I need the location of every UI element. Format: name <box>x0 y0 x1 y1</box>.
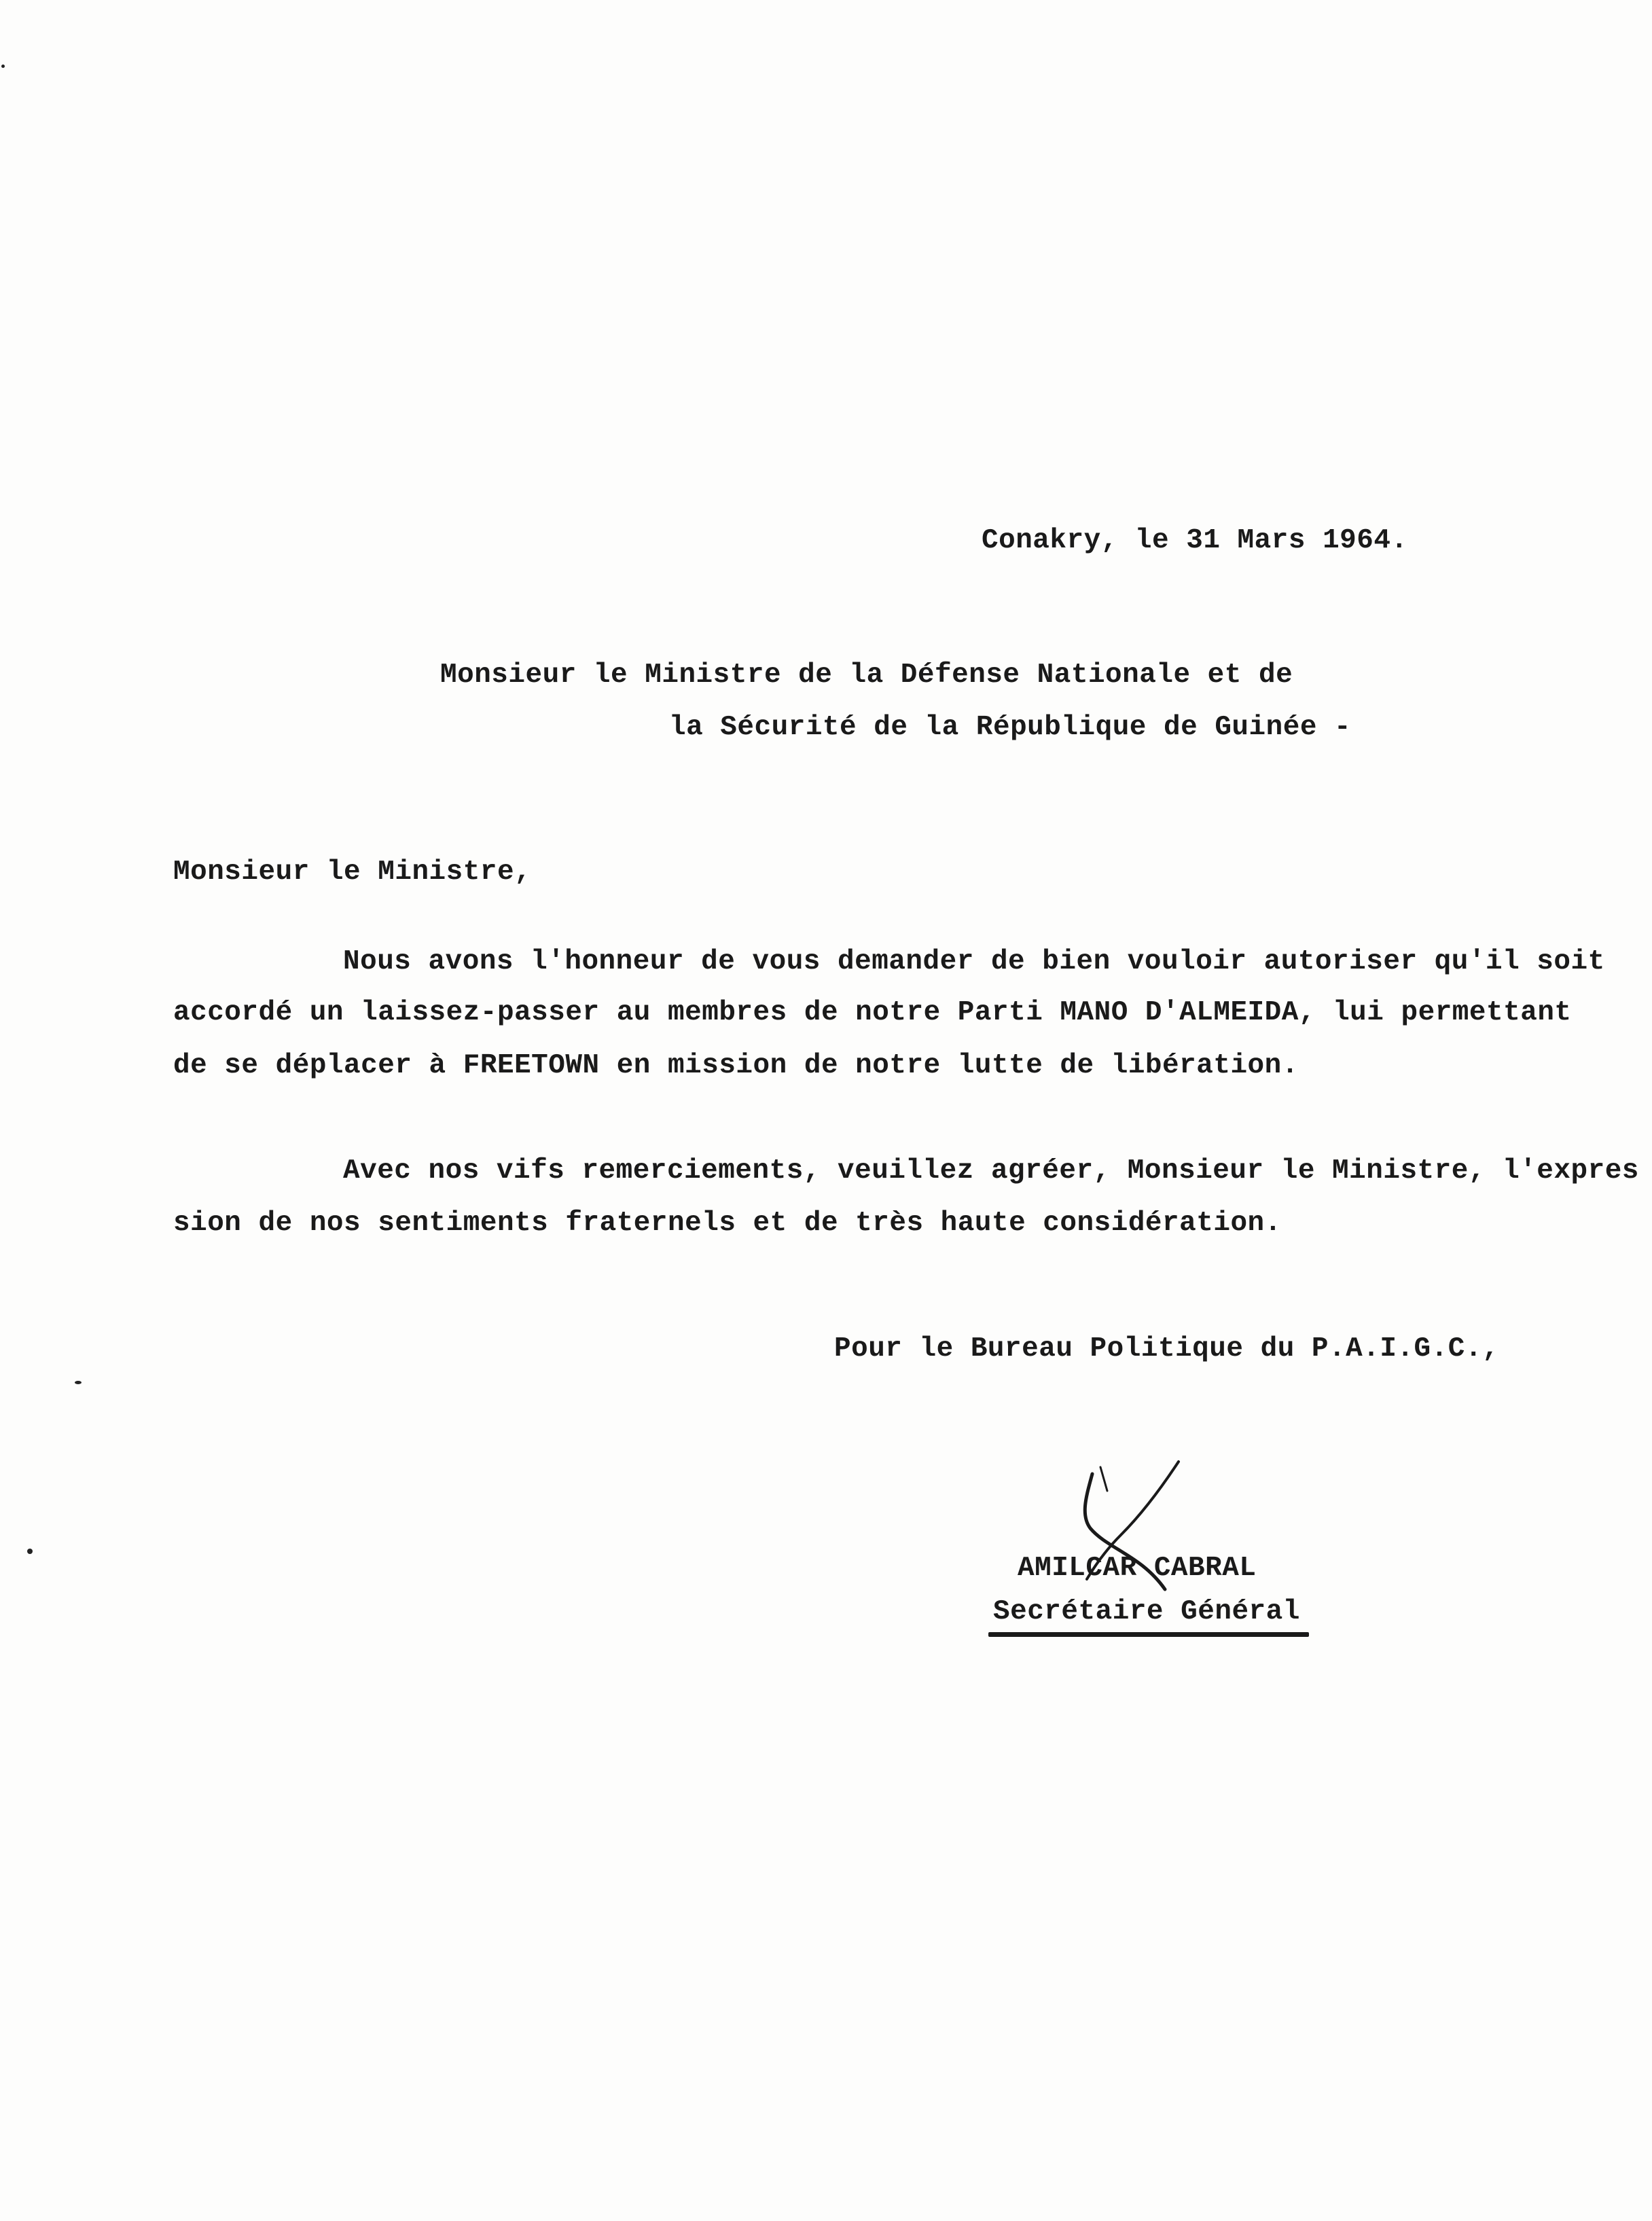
signatory-name: AMILCAR CABRAL <box>1018 1553 1257 1584</box>
ink-speck <box>75 1381 82 1384</box>
date-line: Conakry, le 31 Mars 1964. <box>982 525 1408 556</box>
paragraph-2-line-2: sion de nos sentiments fraternels et de très haute considération. <box>173 1208 1282 1239</box>
addressee-line-2: la Sécurité de la République de Guinée - <box>669 712 1352 743</box>
handwritten-signature <box>1060 1453 1196 1617</box>
closing-line: Pour le Bureau Politique du P.A.I.G.C., <box>834 1333 1500 1365</box>
signatory-title: Secrétaire Général <box>993 1596 1300 1627</box>
paragraph-1-line-2: accordé un laissez-passer au membres de notre Parti MANO D'ALMEIDA, lui permettant <box>173 997 1572 1028</box>
paragraph-1-line-1: Nous avons l'honneur de vous demander de bien vouloir autoriser qu'il soit <box>343 946 1605 977</box>
paragraph-1-line-3: de se déplacer à FREETOWN en mission de notre lutte de libération. <box>173 1050 1299 1081</box>
paragraph-2-line-1: Avec nos vifs remerciements, veuillez agréer, Monsieur le Ministre, l'expres <box>343 1155 1639 1187</box>
ink-speck <box>1 65 5 68</box>
salutation: Monsieur le Ministre, <box>173 856 532 888</box>
addressee-line-1: Monsieur le Ministre de la Défense Nationale et de <box>440 660 1293 691</box>
ink-speck <box>27 1549 33 1554</box>
signature-underline <box>988 1632 1309 1637</box>
